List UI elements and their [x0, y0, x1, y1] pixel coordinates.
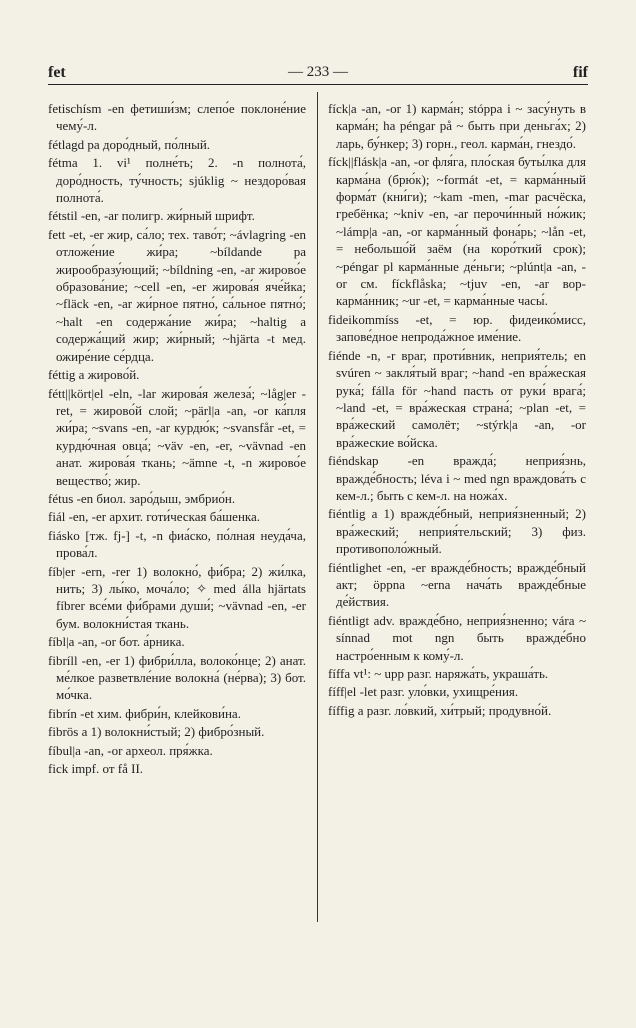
dictionary-entry: fíbl|a -an, -or бот. а́рника.: [48, 634, 185, 650]
dictionary-entry: fiál -en, -er архит. готи́ческая ба́шенка.: [48, 509, 261, 525]
dictionary-entry: fétt||kört|el -eln, -lar жирова́я железа́; ~låg|er -ret, = жирово́й слой; ~pärl|a -an, -or ка́пля жи́ра; ~svans -en, -ar курдю́к; ~svansfår -et, = курдю́чная овца́; ~väv -en, -er, ~vävnad -en анат. жирова́я ткань; ~ämne -t, -n жирово́е вещество́; жир.: [48, 385, 306, 488]
column-divider: [317, 92, 318, 922]
dictionary-entry: fíff|el -let разг. уло́вки, ухищре́ния.: [328, 684, 519, 700]
dictionary-entry: fick impf. от få II.: [48, 761, 144, 777]
dictionary-entry: fibrös a 1) волокни́стый; 2) фибро́зный.: [48, 724, 265, 740]
left-column: [48, 100, 306, 778]
right-column: [328, 100, 586, 720]
dictionary-entry: fiéntlighet -en, -er вражде́бность; вражде́бный акт; öppna ~erna нача́ть вражде́бные де́йствия.: [328, 559, 586, 610]
dictionary-entry: fiéntlig a 1) вражде́бный, неприя́зненный; 2) вра́жеский; неприя́тельский; 3) физ. противополо́жный.: [328, 506, 586, 557]
dictionary-entry: fétlagd pa доро́дный, по́лный.: [48, 136, 211, 152]
dictionary-entry: fíck|a -an, -or 1) карма́н; stóppa i ~ засу́нуть в карма́н; ha péngar på ~ быть при деньга́х; 2) ларь, бу́нкер; 3) горн., геол. карма́н, гнездо́.: [328, 101, 586, 151]
dictionary-entry: fiásko [тж. fj-] -t, -n фиа́ско, по́лная неуда́ча, прова́л.: [48, 527, 306, 561]
dictionary-entry: fett -et, -er жир, са́ло; тех. таво́т; ~ávlagring -en отложе́ние жи́ра; ~bíldande pa жирообразу́ющий; ~bíldning -en, -ar жирово́е образова́ние; ~cell -en, -er жирова́я яче́йка; ~fläck -en, -ar жи́рное пятно́, са́льное пятно́; ~halt -en содержа́ние жи́ра; ~haltig a содержа́щий жир; жи́рный; ~hjärta -t мед. ожире́ние се́рдца.: [48, 226, 306, 364]
dictionary-entry: fétstil -en, -ar полигр. жи́рный шрифт.: [48, 208, 255, 224]
dictionary-entry: fiénde -n, -r враг, проти́вник, неприя́тель; en svúren ~ закля́тый враг; ~hand -en вра́жеская рука́; fálla för ~hand пасть от руки́ врага́; ~land -et, = вра́жеская страна́; ~plan -et, = вра́жеский самолёт; ~stýrk|a -an, -or вра́жеские во́йска.: [328, 347, 586, 450]
right-running-head: fif: [572, 64, 588, 81]
dictionary-entry: fíffa vt¹: ~ upp разг. наряжа́ть, украша́ть.: [328, 666, 549, 681]
dictionary-entry: fiéndskap -en вражда́; неприя́знь, вражде́бность; léva i ~ med ngn враждова́ть с кем-л.; быть с кем-л. на нoжа́х.: [328, 453, 586, 503]
dictionary-entry: fiéntligt adv. вражде́бно, неприя́зненно; vára ~ sínnad mot ngn быть вражде́бно настро́енным к кому́-л.: [328, 612, 586, 663]
dictionary-entry: fideikommíss -et, = юр. фидеико́мисс, запове́дное непрода́жное име́ние.: [328, 311, 586, 345]
dictionary-entry: fíffig a разг. ло́вкий, хи́трый; продувно́й.: [328, 702, 552, 718]
dictionary-entry: fibríll -en, -er 1) фибри́лла, волоко́нце; 2) анат. ме́лкое разветвле́ние волокна́ (не́рва); 3) бот. мо́чка.: [48, 652, 306, 703]
dictionary-entry: fíb|er -ern, -rer 1) волокно́, фи́бра; 2) жи́лка, нить; 3) лы́ко, моча́ло; ✧ med álla hjärtats fíbrer все́ми фи́брами души́; ~vävnad -en, -er бум. волокни́стая ткань.: [48, 563, 306, 631]
dictionary-entry: fibrín -et хим. фибри́н, клейкови́на.: [48, 705, 241, 721]
dictionary-entry: fíck||flásk|a -an, -or фля́га, пло́ская буты́лка для карма́на (брю́к); ~formát -et, = карма́нный форма́т (кни́ги); ~kam -men, -mar расчёска, гребёнка; ~kniv -en, -ar перочи́нный но́жик; ~lámp|a -an, -or карма́нный фона́рь; ~lån -et, = небольшо́й заём (на коро́ткий срок); ~péngar pl карма́нные де́ньги; ~plúnt|a -an, -or см. fíckflåska; ~tjuv -en, -ar вор-карма́нник; ~ur -et, = карма́нные часы́.: [328, 154, 586, 309]
left-running-head: fet: [48, 64, 66, 81]
dictionary-entry: fíbul|a -an, -or археол. пря́жка.: [48, 742, 213, 758]
dictionary-entry: fétus -en биол. заро́дыш, эмбрио́н.: [48, 490, 236, 506]
dictionary-entry: fetischísm -en фетиши́зм; слепо́е поклоне́ние чему́-л.: [48, 101, 306, 134]
page-number: — 233 —: [288, 64, 348, 80]
dictionary-entry: féttig a жирово́й.: [48, 367, 140, 383]
dictionary-entry: fétma 1. vi¹ полне́ть; 2. -n полнота́, доро́дность, ту́чность; sjúklig ~ нездоро́вая полнота́.: [48, 155, 306, 206]
page-header: [48, 62, 588, 85]
